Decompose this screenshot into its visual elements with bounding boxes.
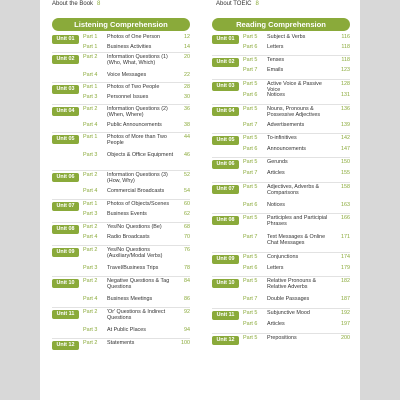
page-number: 62: [184, 211, 190, 217]
entry-title: Business Meetings: [107, 296, 153, 302]
toc-row[interactable]: [52, 340, 190, 351]
part-label: Part 5: [243, 278, 258, 284]
unit-badge: Unit 03: [52, 85, 79, 94]
part-label: Part 1: [83, 84, 98, 90]
page-number: 46: [184, 152, 190, 158]
page-number: 86: [184, 296, 190, 302]
entry-title: Photos of Two People: [107, 84, 160, 90]
toc-row[interactable]: [212, 81, 350, 92]
part-label: Part 2: [83, 309, 98, 315]
toc-row[interactable]: [52, 54, 190, 65]
toc-row[interactable]: [212, 234, 350, 245]
page-number: 94: [184, 327, 190, 333]
top-links: [52, 0, 348, 9]
entry-title: Yes/No Questions (Be): [107, 224, 162, 230]
about-toeic-link[interactable]: About TOEIC 8: [216, 1, 259, 7]
part-label: Part 5: [243, 57, 258, 63]
part-label: Part 7: [243, 234, 258, 240]
page-number: 147: [341, 146, 350, 152]
unit-divider: [212, 252, 350, 253]
unit-badge: Unit 02: [52, 55, 79, 64]
part-label: Part 2: [83, 247, 98, 253]
about-book-link[interactable]: About the Book 8: [52, 1, 101, 7]
unit-divider: [52, 307, 190, 308]
page-number: 118: [341, 57, 350, 63]
entry-title: Relative Pronouns & Relative Adverbs: [267, 278, 317, 291]
toc-row[interactable]: [52, 188, 190, 199]
listening-column: [52, 18, 190, 348]
part-label: Part 2: [83, 278, 98, 284]
entry-title: Active Voice & Passive Voice: [267, 81, 322, 94]
entry-title: Objects & Office Equipment: [107, 152, 174, 158]
unit-badge: Unit 11: [212, 311, 239, 320]
entry-title: Text Messages & Online Chat Messages: [267, 234, 326, 247]
entry-title: Statements: [107, 340, 135, 346]
page-number: 187: [341, 296, 350, 302]
toc-row[interactable]: [212, 202, 350, 213]
unit-badge: Unit 07: [52, 202, 79, 211]
page-number: 116: [341, 34, 350, 40]
page-number: 171: [341, 234, 350, 240]
unit-badge: Unit 06: [52, 173, 79, 182]
part-label: Part 3: [83, 94, 98, 100]
entry-title: Tenses: [267, 57, 285, 63]
toc-row[interactable]: [212, 122, 350, 133]
entry-title: Radio Broadcasts: [107, 234, 150, 240]
toc-row[interactable]: [212, 92, 350, 103]
page-number: 166: [341, 215, 350, 221]
toc-row[interactable]: [52, 247, 190, 258]
page-number: 36: [184, 106, 190, 112]
page-number: 52: [184, 172, 190, 178]
toc-row[interactable]: [212, 184, 350, 195]
page-number: 158: [341, 184, 350, 190]
page-number: 123: [341, 67, 350, 73]
entry-title: Business Events: [107, 211, 147, 217]
page-number: 128: [341, 81, 350, 87]
page-number: 92: [184, 309, 190, 315]
entry-title: Yes/No Questions (Auxiliary/Modal Verbs): [107, 247, 163, 260]
page-number: 60: [184, 201, 190, 207]
entry-title: Travel/Business Trips: [107, 265, 159, 271]
part-label: Part 5: [243, 184, 258, 190]
part-label: Part 6: [243, 202, 258, 208]
entry-title: At Public Places: [107, 327, 146, 333]
toc-row[interactable]: [212, 321, 350, 332]
reading-column: [212, 18, 350, 343]
entry-title: Public Announcements: [107, 122, 162, 128]
unit-badge: Unit 11: [52, 310, 79, 319]
part-label: Part 2: [83, 340, 98, 346]
entry-title: Information Questions (1) (Who, What, Which): [107, 54, 168, 67]
entry-title: Conjunctions: [267, 254, 299, 260]
entry-title: To-infinitives: [267, 135, 297, 141]
unit-divider: [52, 104, 190, 105]
part-label: Part 7: [243, 296, 258, 302]
unit-divider: [212, 157, 350, 158]
part-label: Part 7: [243, 122, 258, 128]
unit-divider: [212, 182, 350, 183]
part-label: Part 5: [243, 310, 258, 316]
entry-title: Emails: [267, 67, 284, 73]
unit-badge: Unit 07: [212, 185, 239, 194]
part-label: Part 5: [243, 335, 258, 341]
toc-row[interactable]: [212, 215, 350, 226]
unit-divider: [52, 82, 190, 83]
unit-divider: [212, 276, 350, 277]
unit-divider: [52, 276, 190, 277]
toc-row[interactable]: [52, 234, 190, 245]
page-number: 44: [184, 134, 190, 140]
toc-row[interactable]: [52, 172, 190, 183]
toc-row[interactable]: [212, 170, 350, 181]
entry-title: Subjunctive Mood: [267, 310, 310, 316]
page-number: 28: [184, 84, 190, 90]
part-label: Part 1: [83, 44, 98, 50]
toc-row[interactable]: [212, 159, 350, 170]
page-number: 76: [184, 247, 190, 253]
page-number: 84: [184, 278, 190, 284]
toc-row[interactable]: [212, 44, 350, 55]
entry-title: Negative Questions & Tag Questions: [107, 278, 170, 291]
entry-title: Photos of Objects/Scenes: [107, 201, 170, 207]
section-header-listening: Listening Comprehension: [52, 18, 190, 31]
unit-badge: Unit 03: [212, 82, 239, 91]
page-number: 38: [184, 122, 190, 128]
part-label: Part 1: [83, 201, 98, 207]
part-label: Part 3: [83, 211, 98, 217]
entry-title: Notices: [267, 202, 285, 208]
unit-badge: Unit 01: [212, 35, 239, 44]
unit-badge: Unit 09: [212, 255, 239, 264]
unit-divider: [212, 79, 350, 80]
unit-divider: [52, 199, 190, 200]
toc-row[interactable]: [52, 327, 190, 338]
page-number: 30: [184, 94, 190, 100]
part-label: Part 3: [83, 152, 98, 158]
toc-row[interactable]: [212, 146, 350, 157]
page-number: 142: [341, 135, 350, 141]
unit-divider: [212, 333, 350, 334]
part-label: Part 2: [83, 224, 98, 230]
entry-title: Personnel Issues: [107, 94, 149, 100]
toc-row[interactable]: [52, 152, 190, 163]
toc-row[interactable]: [52, 211, 190, 222]
unit-divider: [212, 133, 350, 134]
toc-row[interactable]: [212, 335, 350, 346]
page-number: 78: [184, 265, 190, 271]
toc-row[interactable]: [52, 134, 190, 145]
part-label: Part 1: [83, 134, 98, 140]
entry-title: Adjectives, Adverbs & Comparisons: [267, 184, 320, 197]
part-label: Part 5: [243, 254, 258, 260]
part-label: Part 4: [83, 72, 98, 78]
part-label: Part 5: [243, 34, 258, 40]
part-label: Part 3: [83, 265, 98, 271]
part-label: Part 7: [243, 67, 258, 73]
unit-divider: [52, 132, 190, 133]
page-number: 155: [341, 170, 350, 176]
page-number: 22: [184, 72, 190, 78]
unit-divider: [212, 55, 350, 56]
part-label: Part 2: [83, 106, 98, 112]
part-label: Part 1: [83, 34, 98, 40]
part-label: Part 5: [243, 215, 258, 221]
entry-title: Nouns, Pronouns & Possessive Adjectives: [267, 106, 321, 119]
toc-row[interactable]: [212, 254, 350, 265]
unit-divider: [52, 52, 190, 53]
unit-badge: Unit 05: [212, 136, 239, 145]
unit-badge: Unit 05: [52, 135, 79, 144]
part-label: Part 6: [243, 44, 258, 50]
unit-badge: Unit 04: [52, 107, 79, 116]
part-label: Part 6: [243, 265, 258, 271]
entry-title: Photos of One Person: [107, 34, 161, 40]
toc-row[interactable]: [52, 265, 190, 276]
unit-divider: [212, 213, 350, 214]
unit-badge: Unit 10: [52, 279, 79, 288]
page-number: 174: [341, 254, 350, 260]
entry-title: Commercial Broadcasts: [107, 188, 165, 194]
page-number: 150: [341, 159, 350, 165]
part-label: Part 7: [243, 170, 258, 176]
toc-row[interactable]: [212, 67, 350, 78]
page-number: 68: [184, 224, 190, 230]
toc-row[interactable]: [52, 296, 190, 307]
unit-badge: Unit 06: [212, 160, 239, 169]
entry-title: Information Questions (3) (How, Why): [107, 172, 168, 185]
unit-badge: Unit 12: [212, 336, 239, 345]
page-number: 14: [184, 44, 190, 50]
unit-divider: [52, 170, 190, 171]
entry-title: Double Passages: [267, 296, 310, 302]
page-number: 118: [341, 44, 350, 50]
page-number: 197: [341, 321, 350, 327]
page-number: 163: [341, 202, 350, 208]
entry-title: Voice Messages: [107, 72, 147, 78]
toc-row[interactable]: [212, 265, 350, 276]
page-number: 136: [341, 106, 350, 112]
entry-title: Letters: [267, 265, 284, 271]
entry-title: Articles: [267, 170, 285, 176]
toc-row[interactable]: [52, 106, 190, 117]
entry-title: Participles and Participial Phrases: [267, 215, 328, 228]
unit-badge: Unit 10: [212, 279, 239, 288]
part-label: Part 6: [243, 321, 258, 327]
page-number: 70: [184, 234, 190, 240]
part-label: Part 4: [83, 122, 98, 128]
part-label: Part 4: [83, 234, 98, 240]
entry-title: Prepositions: [267, 335, 297, 341]
part-label: Part 2: [83, 54, 98, 60]
page-number: 131: [341, 92, 350, 98]
entry-title: Information Questions (2) (When, Where): [107, 106, 168, 119]
entry-title: Business Activities: [107, 44, 152, 50]
unit-divider: [212, 308, 350, 309]
page-number: 192: [341, 310, 350, 316]
page-number: 179: [341, 265, 350, 271]
toc-row[interactable]: [212, 310, 350, 321]
part-label: Part 3: [83, 327, 98, 333]
page-number: 20: [184, 54, 190, 60]
entry-title: Articles: [267, 321, 285, 327]
part-label: Part 5: [243, 106, 258, 112]
unit-divider: [212, 104, 350, 105]
toc-row[interactable]: [212, 296, 350, 307]
unit-badge: Unit 01: [52, 35, 79, 44]
unit-badge: Unit 08: [52, 225, 79, 234]
page-number: 100: [181, 340, 190, 346]
unit-badge: Unit 08: [212, 216, 239, 225]
entry-title: Gerunds: [267, 159, 288, 165]
part-label: Part 6: [243, 92, 258, 98]
toc-row[interactable]: [52, 278, 190, 289]
part-label: Part 4: [83, 296, 98, 302]
entry-title: Photos of More than Two People: [107, 134, 167, 147]
unit-divider: [52, 245, 190, 246]
part-label: Part 5: [243, 159, 258, 165]
entry-title: Announcements: [267, 146, 306, 152]
entry-title: Letters: [267, 44, 284, 50]
unit-badge: Unit 09: [52, 248, 79, 257]
entry-title: Subject & Verbs: [267, 34, 306, 40]
section-header-reading: Reading Comprehension: [212, 18, 350, 31]
unit-badge: Unit 12: [52, 341, 79, 350]
entry-title: Advertisements: [267, 122, 305, 128]
entry-title: Notices: [267, 92, 285, 98]
toc-row[interactable]: [212, 135, 350, 146]
part-label: Part 6: [243, 146, 258, 152]
page-number: 54: [184, 188, 190, 194]
entry-title: 'Or' Questions & Indirect Questions: [107, 309, 166, 322]
toc-row[interactable]: [52, 309, 190, 320]
page-number: 12: [184, 34, 190, 40]
toc-row[interactable]: [212, 278, 350, 289]
part-label: Part 5: [243, 135, 258, 141]
unit-divider: [52, 222, 190, 223]
page-number: 182: [341, 278, 350, 284]
part-label: Part 5: [243, 81, 258, 87]
part-label: Part 2: [83, 172, 98, 178]
part-label: Part 4: [83, 188, 98, 194]
page-number: 200: [341, 335, 350, 341]
unit-divider: [52, 338, 190, 339]
toc-row[interactable]: [212, 106, 350, 117]
unit-badge: Unit 02: [212, 58, 239, 67]
unit-badge: Unit 04: [212, 107, 239, 116]
page-number: 139: [341, 122, 350, 128]
